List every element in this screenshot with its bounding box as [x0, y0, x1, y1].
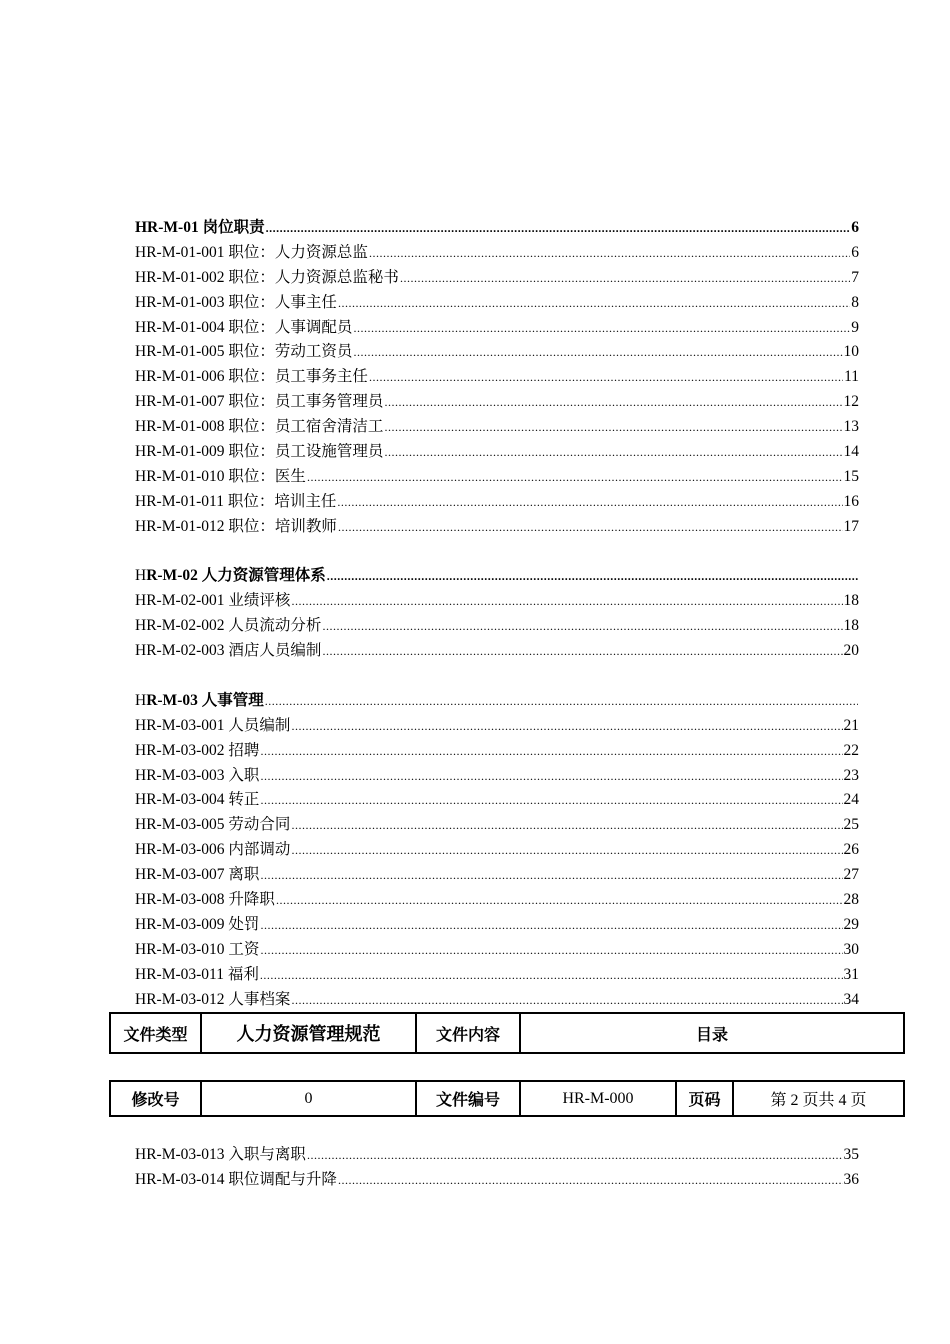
toc-item-label: HR-M-03-009 处罚 — [135, 915, 260, 933]
toc-item[interactable] — [135, 515, 859, 540]
file-number-value: HR-M-000 — [520, 1081, 676, 1116]
toc-leader-dots — [369, 241, 850, 266]
toc-leader-dots — [266, 216, 851, 241]
toc-leader-dots — [260, 913, 842, 938]
toc-leader-dots — [260, 788, 842, 813]
toc-leader-dots — [291, 838, 842, 863]
toc-leader-dots — [291, 714, 842, 739]
toc-page-number: 16 — [843, 492, 859, 510]
toc-item-label: HR-M-03-013 入职与离职 — [135, 1146, 306, 1163]
toc-heading-text: R-M-02 人力资源管理体系 — [146, 567, 326, 585]
toc-leader-dots — [291, 813, 842, 838]
toc-leader-dots — [307, 465, 843, 490]
toc-leader-dots — [307, 1143, 843, 1168]
toc-leader-dots — [338, 515, 843, 540]
toc-item[interactable] — [135, 838, 859, 863]
toc-item[interactable] — [135, 764, 859, 789]
toc-heading-hr-m-02[interactable] — [135, 564, 859, 589]
toc-page-number: 30 — [843, 940, 859, 958]
toc-leader-dots — [260, 764, 842, 789]
toc-item-label: HR-M-02-001 业绩评核 — [135, 592, 291, 610]
file-number-label: 文件编号 — [416, 1081, 520, 1116]
toc-item-label: HR-M-03-008 升降职 — [135, 891, 275, 909]
toc-page-number: 18 — [843, 617, 859, 635]
toc-item[interactable] — [135, 714, 859, 739]
toc-page-number: 31 — [843, 965, 859, 983]
toc-leader-dots — [260, 963, 843, 988]
toc-item[interactable] — [135, 440, 859, 465]
toc-item-label: HR-M-03-014 职位调配与升降 — [135, 1170, 337, 1188]
toc-item-label: HR-M-02-003 酒店人员编制 — [135, 642, 322, 660]
toc-leader-dots — [291, 589, 842, 614]
toc-leader-dots — [353, 316, 850, 341]
toc-page-number: 35 — [843, 1146, 859, 1163]
section-spacer — [135, 664, 859, 689]
toc-item-label: HR-M-01-011 职位：培训主任 — [135, 492, 337, 510]
toc-leader-dots — [369, 365, 843, 390]
toc-page-number: 23 — [843, 766, 859, 784]
toc-heading-label — [135, 564, 326, 589]
toc-item-label: HR-M-03-001 人员编制 — [135, 716, 291, 734]
toc-item-label: HR-M-03-007 离职 — [135, 866, 260, 884]
header-row — [110, 1013, 904, 1053]
toc-page-number: 22 — [843, 741, 859, 759]
toc-heading-hr-m-01[interactable] — [135, 216, 859, 241]
toc-leader-dots — [327, 564, 858, 589]
toc-item[interactable] — [135, 739, 859, 764]
toc-item[interactable] — [135, 266, 859, 291]
toc-page-number: 26 — [843, 841, 859, 859]
toc-page-number: 24 — [843, 791, 859, 809]
toc-leader-dots — [260, 739, 842, 764]
file-content-label: 文件内容 — [416, 1013, 520, 1053]
toc-item-label: HR-M-01-003 职位：人事主任 — [135, 293, 337, 311]
toc-item-label: HR-M-03-004 转正 — [135, 791, 260, 809]
toc-leader-dots — [260, 938, 842, 963]
toc-item[interactable] — [135, 888, 859, 913]
toc-page-number: 28 — [843, 891, 859, 909]
toc-page-number: 8 — [851, 293, 859, 311]
toc-item[interactable] — [135, 316, 859, 341]
toc-page-number: 13 — [843, 418, 859, 436]
toc-page-number: 29 — [843, 915, 859, 933]
toc-leader-dots — [400, 266, 850, 291]
toc-heading-label: HR-M-01 岗位职责 — [135, 219, 265, 236]
toc-item[interactable] — [135, 465, 859, 490]
toc-item-label: HR-M-01-005 职位：劳动工资员 — [135, 343, 353, 361]
toc-item[interactable] — [135, 1143, 859, 1168]
toc-page-number: 6 — [851, 243, 859, 261]
toc-item-label: HR-M-01-009 职位：员工设施管理员 — [135, 443, 384, 461]
toc-item[interactable] — [135, 788, 859, 813]
toc-item-label: HR-M-03-012 人事档案 — [135, 990, 291, 1008]
document-header-table — [109, 1012, 905, 1054]
toc-item-label: HR-M-03-005 劳动合同 — [135, 816, 291, 834]
revision-label: 修改号 — [110, 1081, 201, 1116]
toc-item-label: HR-M-01-006 职位：员工事务主任 — [135, 368, 368, 386]
toc-item[interactable] — [135, 913, 859, 938]
toc-leader-dots — [384, 440, 842, 465]
toc-item[interactable] — [135, 614, 859, 639]
toc-item[interactable] — [135, 863, 859, 888]
toc-page-number: 10 — [843, 343, 859, 361]
page-label: 页码 — [676, 1081, 733, 1116]
revision-value: 0 — [201, 1081, 416, 1116]
toc-page-number: 11 — [844, 368, 859, 386]
toc-item-label: HR-M-03-006 内部调动 — [135, 841, 291, 859]
toc-item-label: HR-M-01-001 职位：人力资源总监 — [135, 243, 368, 261]
toc-item[interactable] — [135, 813, 859, 838]
toc-leader-dots — [260, 863, 842, 888]
toc-page-number: 9 — [851, 318, 859, 336]
toc-item[interactable] — [135, 390, 859, 415]
toc-item[interactable] — [135, 415, 859, 440]
toc-item[interactable] — [135, 291, 859, 316]
toc-item-label: HR-M-01-007 职位：员工事务管理员 — [135, 393, 384, 411]
toc-page-number: 27 — [843, 866, 859, 884]
toc-bottom — [135, 1143, 859, 1193]
toc-item-label: HR-M-03-010 工资 — [135, 940, 260, 958]
toc-item-label: HR-M-01-012 职位：培训教师 — [135, 517, 337, 535]
toc-item[interactable] — [135, 490, 859, 515]
toc-page-number: 20 — [843, 642, 859, 660]
toc-item[interactable] — [135, 963, 859, 988]
toc-item[interactable] — [135, 988, 859, 1013]
toc-item-label: HR-M-01-002 职位：人力资源总监秘书 — [135, 268, 399, 286]
file-content-value: 目录 — [520, 1013, 904, 1053]
toc-heading-prefix: H — [135, 567, 147, 585]
toc-top — [135, 216, 859, 1013]
toc-item[interactable] — [135, 639, 859, 664]
toc-leader-dots — [291, 988, 842, 1013]
toc-leader-dots — [265, 689, 858, 714]
toc-leader-dots — [338, 291, 850, 316]
toc-leader-dots — [322, 614, 842, 639]
toc-item-label: HR-M-03-011 福利 — [135, 965, 259, 983]
toc-page-number: 25 — [843, 816, 859, 834]
toc-heading-prefix: H — [135, 691, 147, 709]
toc-leader-dots — [338, 1168, 843, 1193]
toc-item-label: HR-M-03-002 招聘 — [135, 741, 260, 759]
file-type-label: 文件类型 — [110, 1013, 201, 1053]
toc-page-number: 17 — [843, 517, 859, 535]
toc-leader-dots — [384, 390, 842, 415]
toc-page-number: 7 — [851, 268, 859, 286]
toc-heading-hr-m-03[interactable] — [135, 689, 859, 714]
toc-item[interactable] — [135, 589, 859, 614]
toc-item[interactable] — [135, 241, 859, 266]
document-footer-table — [109, 1080, 905, 1117]
toc-page-number: 34 — [843, 990, 859, 1008]
toc-leader-dots — [322, 639, 842, 664]
toc-item-label: HR-M-02-002 人员流动分析 — [135, 617, 322, 635]
toc-leader-dots — [384, 415, 842, 440]
toc-item-label: HR-M-03-003 入职 — [135, 766, 260, 784]
toc-item-label: HR-M-01-004 职位：人事调配员 — [135, 318, 353, 336]
toc-item[interactable] — [135, 340, 859, 365]
toc-heading-label — [135, 689, 264, 714]
file-type-value: 人力资源管理规范 — [201, 1013, 416, 1053]
section-spacer — [135, 540, 859, 565]
toc-leader-dots — [353, 340, 842, 365]
toc-page-number: 12 — [843, 393, 859, 411]
toc-page-number: 36 — [843, 1170, 859, 1188]
toc-item-label: HR-M-01-008 职位：员工宿舍清洁工 — [135, 418, 384, 436]
toc-item[interactable] — [135, 1168, 859, 1193]
toc-page-number: 14 — [843, 443, 859, 461]
toc-heading-text: R-M-03 人事管理 — [146, 691, 264, 709]
toc-leader-dots — [337, 490, 842, 515]
page-value: 第 2 页共 4 页 — [733, 1081, 904, 1116]
toc-item[interactable] — [135, 365, 859, 390]
toc-page-number: 18 — [843, 592, 859, 610]
toc-page-number: 6 — [851, 219, 859, 236]
toc-page-number: 21 — [843, 716, 859, 734]
toc-leader-dots — [276, 888, 843, 913]
toc-item[interactable] — [135, 938, 859, 963]
footer-row — [110, 1081, 904, 1116]
toc-page-number: 15 — [843, 467, 859, 485]
toc-item-label: HR-M-01-010 职位：医生 — [135, 467, 306, 485]
